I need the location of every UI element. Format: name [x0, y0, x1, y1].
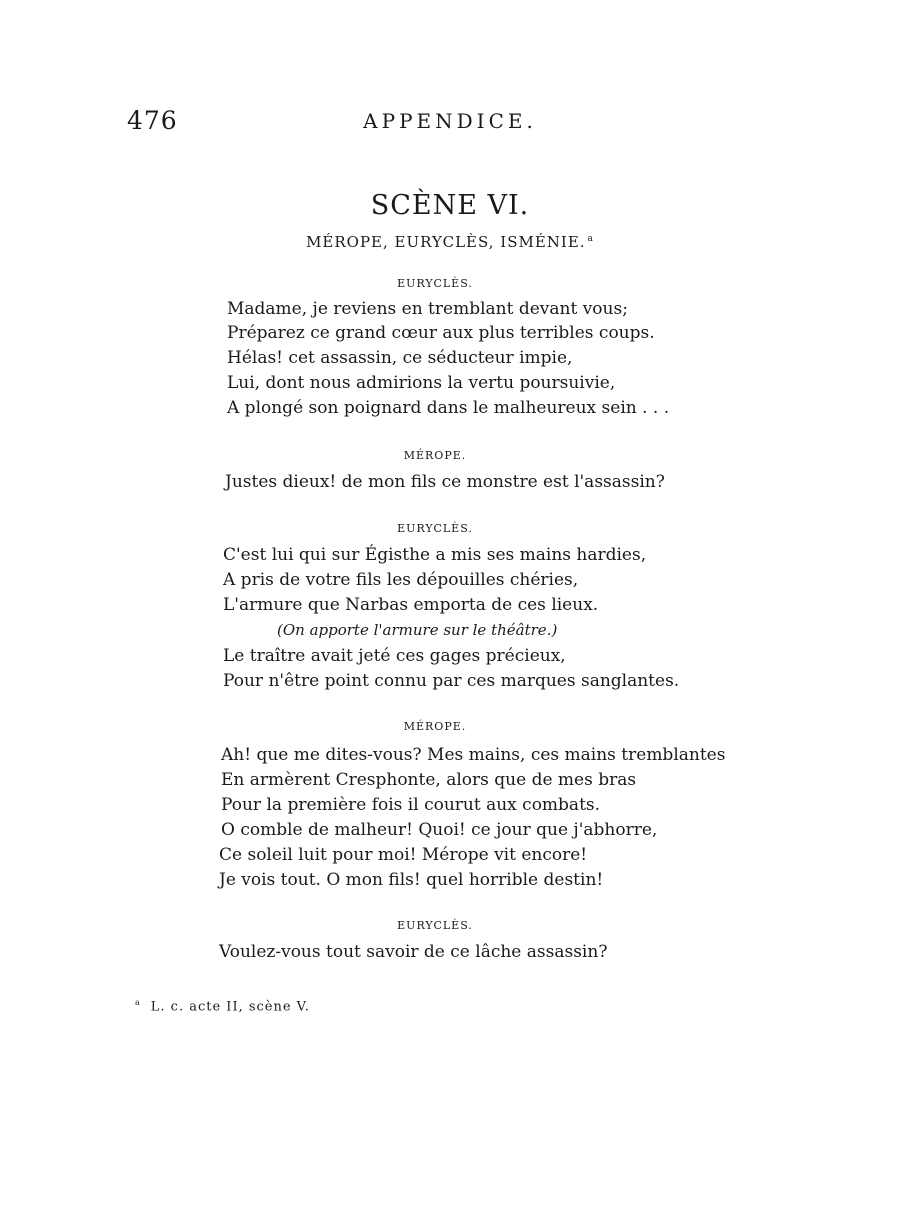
scene-title: SCÈNE VI.: [370, 190, 530, 221]
verse-line: Préparez ce grand cœur aux plus terribles coups.: [227, 323, 655, 343]
speaker-label: EURYCLÈS.: [397, 919, 473, 932]
verse-line: En armèrent Cresphonte, alors que de mes bras: [221, 770, 637, 790]
verse-line: O comble de malheur! Quoi! ce jour que j'abhorre,: [221, 820, 658, 840]
speaker-label: MÉROPE.: [403, 720, 467, 733]
speaker-label: EURYCLÈS.: [397, 522, 473, 535]
verse-line: Lui, dont nous admirions la vertu poursuivie,: [227, 373, 616, 393]
verse-line: Ah! que me dites-vous? Mes mains, ces mains tremblantes: [221, 745, 726, 765]
verse-line: Voulez-vous tout savoir de ce lâche assassin?: [219, 942, 608, 962]
cast-names: MÉROPE, EURYCLÈS, ISMÉNIE.: [306, 233, 586, 251]
running-head: APPENDICE.: [363, 109, 537, 133]
stage-direction-text: On apporte l'armure sur le théâtre.: [282, 621, 552, 639]
page-number: 476: [127, 106, 178, 135]
verse-line: Pour la première fois il courut aux combats.: [221, 795, 601, 815]
verse-line: C'est lui qui sur Égisthe a mis ses mains hardies,: [223, 545, 647, 565]
verse-line: A pris de votre fils les dépouilles chéries,: [223, 570, 579, 590]
verse-line: Justes dieux! de mon fils ce monstre est l'assassin?: [225, 472, 665, 492]
verse-line: Madame, je reviens en tremblant devant vous;: [227, 299, 628, 319]
footnote-text: L. c. acte II, scène V.: [150, 999, 310, 1015]
stage-direction: [277, 621, 557, 639]
verse-line: A plongé son poignard dans le malheureux sein . . .: [227, 398, 670, 418]
verse-line: Je vois tout. O mon fils! quel horrible destin!: [219, 870, 604, 890]
stage-direction-open: (: [277, 621, 283, 639]
verse-line: L'armure que Narbas emporta de ces lieux.: [223, 595, 599, 615]
verse-line: Le traître avait jeté ces gages précieux,: [223, 646, 566, 666]
cast-list: [0, 233, 900, 251]
speaker-label: EURYCLÈS.: [397, 277, 473, 290]
footnote-marker: a: [135, 998, 141, 1007]
verse-line: Ce soleil luit pour moi! Mérope vit encore!: [219, 845, 588, 865]
footnote: [135, 998, 310, 1014]
cast-note-marker: a: [587, 234, 594, 244]
stage-direction-close: ): [551, 621, 558, 639]
speaker-label: MÉROPE.: [403, 449, 467, 462]
verse-line: Pour n'être point connu par ces marques sanglantes.: [223, 671, 680, 691]
verse-line: Hélas! cet assassin, ce séducteur impie,: [227, 348, 573, 368]
